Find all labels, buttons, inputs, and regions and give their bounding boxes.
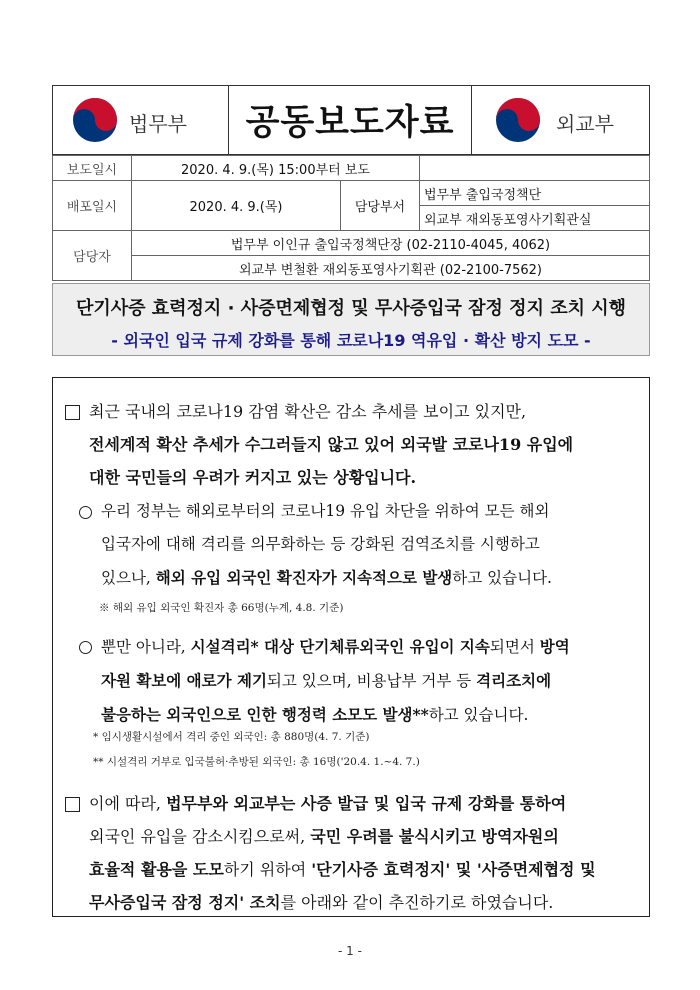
body-box <box>52 377 650 917</box>
table-row <box>53 231 650 256</box>
p2-text: 하고 있습니다. <box>452 569 552 587</box>
right-org-name: 외교부 <box>556 112 614 136</box>
paragraph-1 <box>89 395 644 494</box>
table-row <box>53 256 650 281</box>
page-number: - 1 - <box>338 944 362 958</box>
p4-bold: '단기사증 효력정지' 및 '사증면제협정 및 <box>311 860 596 879</box>
p2-text: 있으나, <box>101 569 156 587</box>
p3-bold: 불응하는 외국인으로 인한 행정력 소모도 발생** <box>101 705 429 724</box>
page-title: 공동보도자료 <box>245 103 455 143</box>
p1-line: 대한 국민들의 우려가 커지고 있는 상황입니다. <box>89 468 417 487</box>
square-bullet-icon <box>65 797 80 812</box>
p2-bold: 해외 유입 외국인 확진자가 지속적으로 발생 <box>155 568 453 587</box>
contact-label: 담당자 <box>53 231 132 281</box>
paragraph-4 <box>89 787 644 919</box>
p3-bold: 시설격리* 대상 단기체류외국인 유입이 지속 <box>190 637 490 656</box>
contact-2: 외교부 변철환 재외동포영사기획관 (02-2100-7562) <box>132 256 650 281</box>
note-2: * 임시생활시설에서 격리 중인 외국인: 총 880명(4. 7. 기준) <box>93 731 370 743</box>
p4-bold: 효율적 활용을 도모 <box>89 860 224 879</box>
taegeuk-emblem-icon <box>71 96 119 144</box>
distribution-label: 배포일시 <box>53 181 132 231</box>
note-1: ※ 해외 유입 외국인 확진자 총 66명(누계, 4.8. 기준) <box>99 602 344 614</box>
empty-cell <box>420 156 650 181</box>
p3-bold: 자원 확보에 애로가 제기 <box>101 671 267 690</box>
p4-text: 를 아래와 같이 추진하기로 하였습니다. <box>280 893 554 912</box>
department-1: 법무부 출입국정책단 <box>420 181 650 206</box>
square-bullet-icon <box>65 405 80 420</box>
headline-box <box>52 283 650 356</box>
p4-bold: 법무부와 외교부는 사증 발급 및 입국 규제 강화를 통하여 <box>166 794 567 813</box>
p1-line: 전세계적 확산 추세가 수그러들지 않고 있어 외국발 코로나19 유입에 <box>89 435 574 454</box>
note-3: ** 시설격리 거부로 입국불허·추방된 외국인: 총 16명('20.4. 1.~4. 7.) <box>93 756 420 768</box>
p3-text: 되고 있으며, 비용납부 거부 등 <box>266 672 477 690</box>
paragraph-3 <box>101 630 646 732</box>
department-label: 담당부서 <box>341 181 420 231</box>
right-org-cell <box>471 86 649 154</box>
p3-text: 되면서 <box>489 638 540 656</box>
taegeuk-emblem-icon <box>494 96 542 144</box>
p3-text: 하고 있습니다. <box>428 706 529 724</box>
p2-line: 입국자에 대해 격리를 의무화하는 등 강화된 검역조치를 시행하고 <box>101 535 540 553</box>
p4-text: 외국인 유입을 감소시킴으로써, <box>89 827 311 846</box>
p4-bold: 무사증입국 잠정 정지' 조치 <box>89 893 281 912</box>
paragraph-2 <box>101 495 646 595</box>
p4-text: 하기 위하여 <box>223 860 312 879</box>
department-2: 외교부 재외동포영사기획관실 <box>420 206 650 231</box>
distribution-value: 2020. 4. 9.(목) <box>132 181 341 231</box>
headline-subtitle: - 외국인 입국 규제 강화를 통해 코로나19 역유입 · 확산 방지 도모 - <box>111 331 591 350</box>
table-row <box>53 181 650 206</box>
document-header <box>52 85 650 155</box>
report-date-value: 2020. 4. 9.(목) 15:00부터 보도 <box>132 156 420 181</box>
p4-text: 이에 따라, <box>89 794 167 813</box>
p3-bold: 격리조치에 <box>476 671 552 690</box>
table-row <box>53 156 650 181</box>
p3-text: 뿐만 아니라, <box>101 638 191 656</box>
circle-bullet-icon <box>79 641 92 654</box>
left-org-name: 법무부 <box>129 112 187 136</box>
p2-line: 우리 정부는 해외로부터의 코로나19 유입 차단을 위하여 모든 해외 <box>101 502 550 520</box>
left-org-cell <box>53 86 229 154</box>
p3-bold: 방역 <box>539 637 570 656</box>
headline-title: 단기사증 효력정지 · 사증면제협정 및 무사증입국 잠정 정지 조치 시행 <box>75 298 627 319</box>
info-table <box>52 155 650 281</box>
p4-bold: 국민 우려를 불식시키고 방역자원의 <box>310 827 559 846</box>
report-date-label: 보도일시 <box>53 156 132 181</box>
circle-bullet-icon <box>79 506 92 519</box>
p1-line: 최근 국내의 코로나19 감염 확산은 감소 추세를 보이고 있지만, <box>89 402 527 421</box>
contact-1: 법무부 이인규 출입국정책단장 (02-2110-4045, 4062) <box>132 231 650 256</box>
